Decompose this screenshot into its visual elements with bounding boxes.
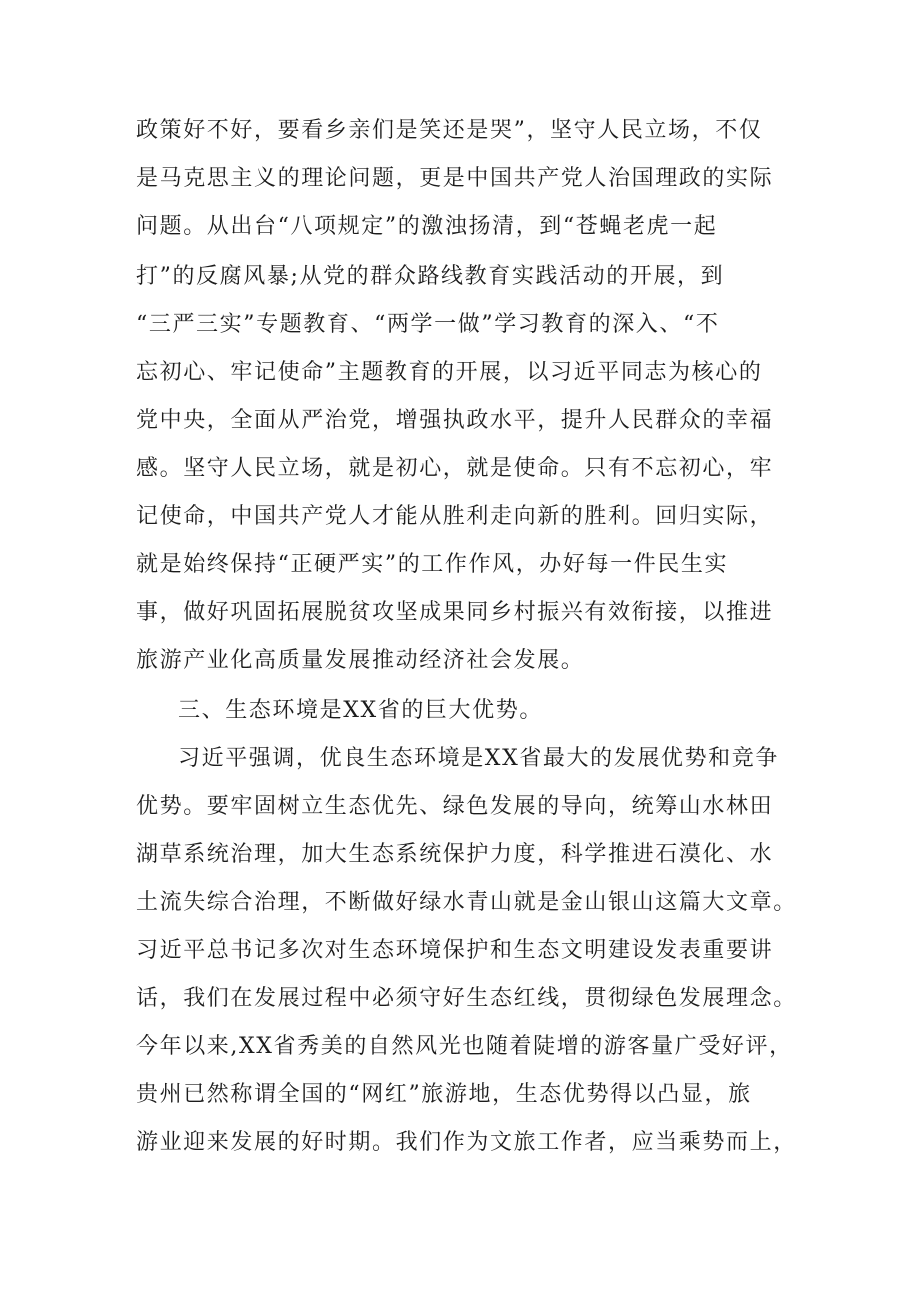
- body-text-line: 忘初心、牢记使命”主题教育的开展，以习近平同志为核心的: [136, 360, 763, 385]
- body-text-line: 游业迎来发展的好时期。我们作为文旅工作者，应当乘势而上，: [136, 1130, 797, 1155]
- body-text-line: 政策好不好，要看乡亲们是笑还是哭”，坚守人民立场，不仅: [136, 118, 763, 143]
- body-text-line: 事，做好巩固拓展脱贫攻坚成果同乡村振兴有效衔接，以推进: [136, 600, 774, 625]
- section-heading: 三、生态环境是XX省的巨大优势。: [178, 698, 543, 723]
- body-text-line: 土流失综合治理，不断做好绿水青山就是金山银山这篇大文章。: [136, 890, 797, 915]
- body-text-line: 习近平总书记多次对生态环境保护和生态文明建设发表重要讲: [136, 938, 774, 963]
- body-text-line: “三严三实”专题教育、“两学一做”学习教育的深入、“不: [136, 312, 720, 337]
- body-text-line: 旅游产业化高质量发展推动经济社会发展。: [136, 648, 585, 673]
- body-text-line: 记使命，中国共产党人才能从胜利走向新的胜利。回归实际，: [136, 504, 774, 529]
- body-text-line: 话，我们在发展过程中必须守好生态红线，贯彻绿色发展理念。: [136, 986, 797, 1011]
- paragraph-first-line: 习近平强调，优良生态环境是XX省最大的发展优势和竞争: [178, 746, 779, 771]
- body-text-line: 是马克思主义的理论问题，更是中国共产党人治国理政的实际: [136, 166, 774, 191]
- body-text-line: 问题。从出台“八项规定”的激浊扬清，到“苍蝇老虎一起: [136, 214, 718, 239]
- body-text-line: 打”的反腐风暴;从党的群众路线教育实践活动的开展，到: [136, 264, 725, 289]
- body-text-line: 今年以来,XX省秀美的自然风光也随着陡增的游客量广受好评，: [136, 1034, 793, 1059]
- body-text-line: 感。坚守人民立场，就是初心，就是使命。只有不忘初心，牢: [136, 456, 774, 481]
- body-text-line: 湖草系统治理，加大生态系统保护力度，科学推进石漠化、水: [136, 842, 774, 867]
- body-text-line: 贵州已然称谓全国的“网红”旅游地，生态优势得以凸显，旅: [136, 1082, 752, 1107]
- body-text-line: 就是始终保持“正硬严实”的工作作风，办好每一件民生实: [136, 552, 729, 577]
- body-text-line: 优势。要牢固树立生态优先、绿色发展的导向，统筹山水林田: [136, 794, 774, 819]
- body-text-line: 党中央，全面从严治党，增强执政水平，提升人民群众的幸福: [136, 408, 774, 433]
